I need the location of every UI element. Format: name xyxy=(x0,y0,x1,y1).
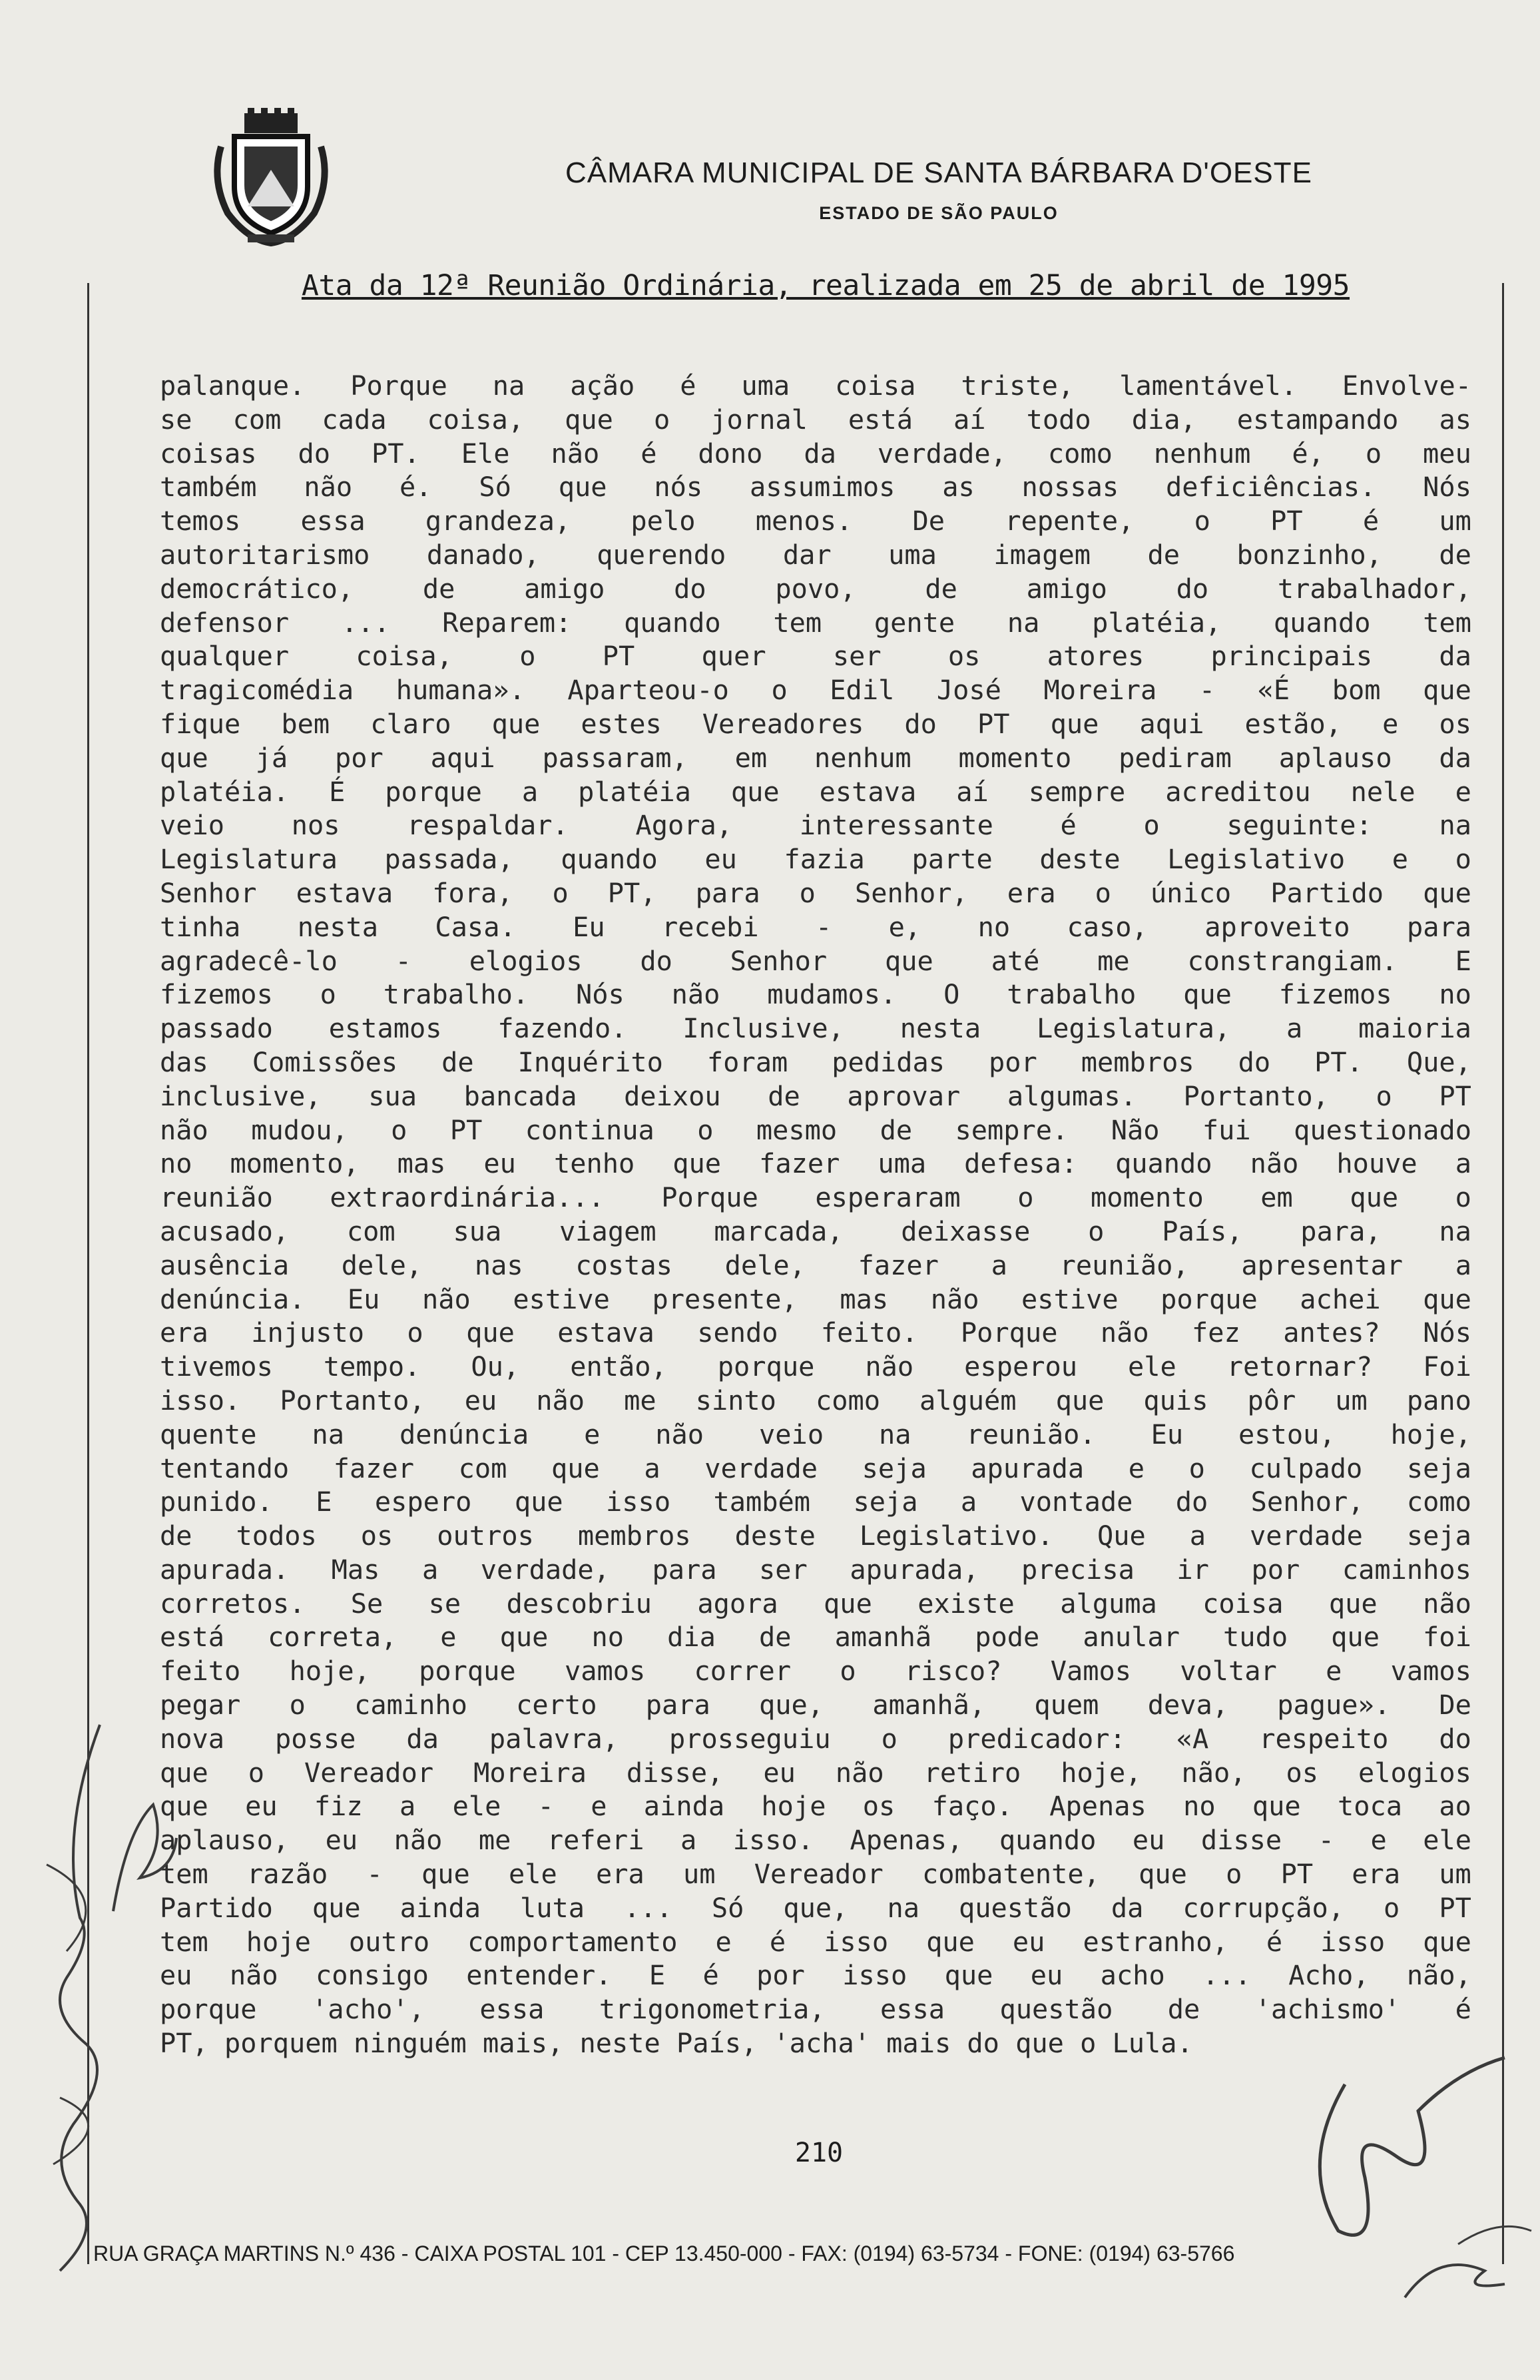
text-line: tentando fazer com que a verdade seja apurada e o culpado seja xyxy=(160,1452,1471,1484)
right-margin-line xyxy=(1502,283,1504,2264)
text-line: que o Vereador Moreira disse, eu não retiro hoje, não, os elogios xyxy=(160,1757,1471,1789)
text-line: temos essa grandeza, pelo menos. De repente, o PT é um xyxy=(160,505,1471,537)
text-line: aplauso, eu não me referi a isso. Apenas, quando eu disse - e ele xyxy=(160,1825,1471,1857)
text-line: não mudou, o PT continua o mesmo de sempre. Não fui questionado xyxy=(160,1114,1471,1146)
minutes-title: Ata da 12ª Reunião Ordinária, realizada em 25 de abril de 1995 xyxy=(301,269,1350,302)
text-line: que eu fiz a ele - e ainda hoje os faço. Apenas no que toca ao xyxy=(160,1791,1471,1823)
text-line: no momento, mas eu tenho que fazer uma defesa: quando não houve a xyxy=(160,1148,1471,1180)
text-line: tinha nesta Casa. Eu recebi - e, no caso, aproveito para xyxy=(160,911,1471,943)
text-line: das Comissões de Inquérito foram pedidas por membros do PT. Que, xyxy=(160,1046,1471,1078)
text-line: corretos. Se se descobriu agora que existe alguma coisa que não xyxy=(160,1588,1471,1620)
text-line: eu não consigo entender. E é por isso que eu acho ... Acho, não, xyxy=(160,1960,1471,1992)
page-number: 210 xyxy=(794,2138,844,2168)
text-line: tragicomédia humana». Aparteou-o o Edil José Moreira - «É bom que xyxy=(160,675,1471,707)
text-line: tivemos tempo. Ou, então, porque não esperou ele retornar? Foi xyxy=(160,1351,1471,1383)
text-line: porque 'acho', essa trigonometria, essa questão de 'achismo' é xyxy=(160,1994,1471,2026)
text-line: passado estamos fazendo. Inclusive, nesta Legislatura, a maioria xyxy=(160,1013,1471,1045)
margin-signature-small xyxy=(100,1791,186,1925)
text-line: defensor ... Reparem: quando tem gente na platéia, quando tem xyxy=(160,607,1471,639)
text-line: acusado, com sua viagem marcada, deixasse o País, para, na xyxy=(160,1215,1471,1247)
text-line: está correta, e que no dia de amanhã pode anular tudo que foi xyxy=(160,1622,1471,1653)
bottom-right-signature xyxy=(1285,2031,1538,2311)
text-line: que já por aqui passaram, em nenhum momento pediram aplauso da xyxy=(160,742,1471,774)
text-line: fizemos o trabalho. Nós não mudamos. O trabalho que fizemos no xyxy=(160,979,1471,1011)
text-line: se com cada coisa, que o jornal está aí todo dia, estampando as xyxy=(160,404,1471,436)
text-line: democrático, de amigo do povo, de amigo do trabalhador, xyxy=(160,573,1471,605)
text-line: PT, porquem ninguém mais, neste País, 'acha' mais do que o Lula. xyxy=(160,2028,1193,2060)
state-name: ESTADO DE SÃO PAULO xyxy=(819,203,1059,223)
municipal-crest-icon xyxy=(208,107,334,246)
margin-signature-left xyxy=(20,1698,140,2284)
text-line: qualquer coisa, o PT quer ser os atores principais da xyxy=(160,641,1471,673)
text-line: Partido que ainda luta ... Só que, na questão da corrupção, o PT xyxy=(160,1892,1471,1924)
text-line: de todos os outros membros deste Legislativo. Que a verdade seja xyxy=(160,1520,1471,1552)
footer-address: RUA GRAÇA MARTINS N.º 436 - CAIXA POSTAL 101 - CEP 13.450-000 - FAX: (0194) 63-5734 - FONE: (0194) 63-5766 xyxy=(93,2241,1235,2265)
institution-name: CÂMARA MUNICIPAL DE SANTA BÁRBARA D'OESTE xyxy=(565,156,1312,189)
minutes-body-text xyxy=(160,370,1471,2061)
text-line: tem hoje outro comportamento e é isso que eu estranho, é isso que xyxy=(160,1926,1471,1958)
text-line: quente na denúncia e não veio na reunião. Eu estou, hoje, xyxy=(160,1418,1471,1450)
text-line: Senhor estava fora, o PT, para o Senhor, era o único Partido que xyxy=(160,877,1471,909)
text-line: pegar o caminho certo para que, amanhã, quem deva, pague». De xyxy=(160,1689,1471,1721)
text-line: inclusive, sua bancada deixou de aprovar algumas. Portanto, o PT xyxy=(160,1080,1471,1112)
text-line: apurada. Mas a verdade, para ser apurada, precisa ir por caminhos xyxy=(160,1554,1471,1586)
text-line: coisas do PT. Ele não é dono da verdade, como nenhum é, o meu xyxy=(160,438,1471,469)
text-line: ausência dele, nas costas dele, fazer a reunião, apresentar a xyxy=(160,1249,1471,1281)
text-line: fique bem claro que estes Vereadores do PT que aqui estão, e os xyxy=(160,708,1471,740)
text-line: denúncia. Eu não estive presente, mas não estive porque achei que xyxy=(160,1283,1471,1315)
text-line: nova posse da palavra, prosseguiu o predicador: «A respeito do xyxy=(160,1723,1471,1755)
text-line: punido. E espero que isso também seja a vontade do Senhor, como xyxy=(160,1486,1471,1518)
text-line: veio nos respaldar. Agora, interessante é o seguinte: na xyxy=(160,810,1471,842)
text-line: isso. Portanto, eu não me sinto como alguém que quis pôr um pano xyxy=(160,1384,1471,1416)
text-line: reunião extraordinária... Porque esperaram o momento em que o xyxy=(160,1182,1471,1214)
text-line: tem razão - que ele era um Vereador combatente, que o PT era um xyxy=(160,1859,1471,1891)
text-line: agradecê-lo - elogios do Senhor que até me constrangiam. E xyxy=(160,945,1471,977)
text-line: Legislatura passada, quando eu fazia parte deste Legislativo e o xyxy=(160,844,1471,876)
text-line: palanque. Porque na ação é uma coisa triste, lamentável. Envolve- xyxy=(160,370,1471,402)
text-line: feito hoje, porque vamos correr o risco? Vamos voltar e vamos xyxy=(160,1655,1471,1687)
text-line: autoritarismo danado, querendo dar uma imagem de bonzinho, de xyxy=(160,539,1471,571)
text-line: também não é. Só que nós assumimos as nossas deficiências. Nós xyxy=(160,471,1471,503)
text-line: platéia. É porque a platéia que estava aí sempre acreditou nele e xyxy=(160,776,1471,808)
text-line: era injusto o que estava sendo feito. Porque não fez antes? Nós xyxy=(160,1317,1471,1349)
